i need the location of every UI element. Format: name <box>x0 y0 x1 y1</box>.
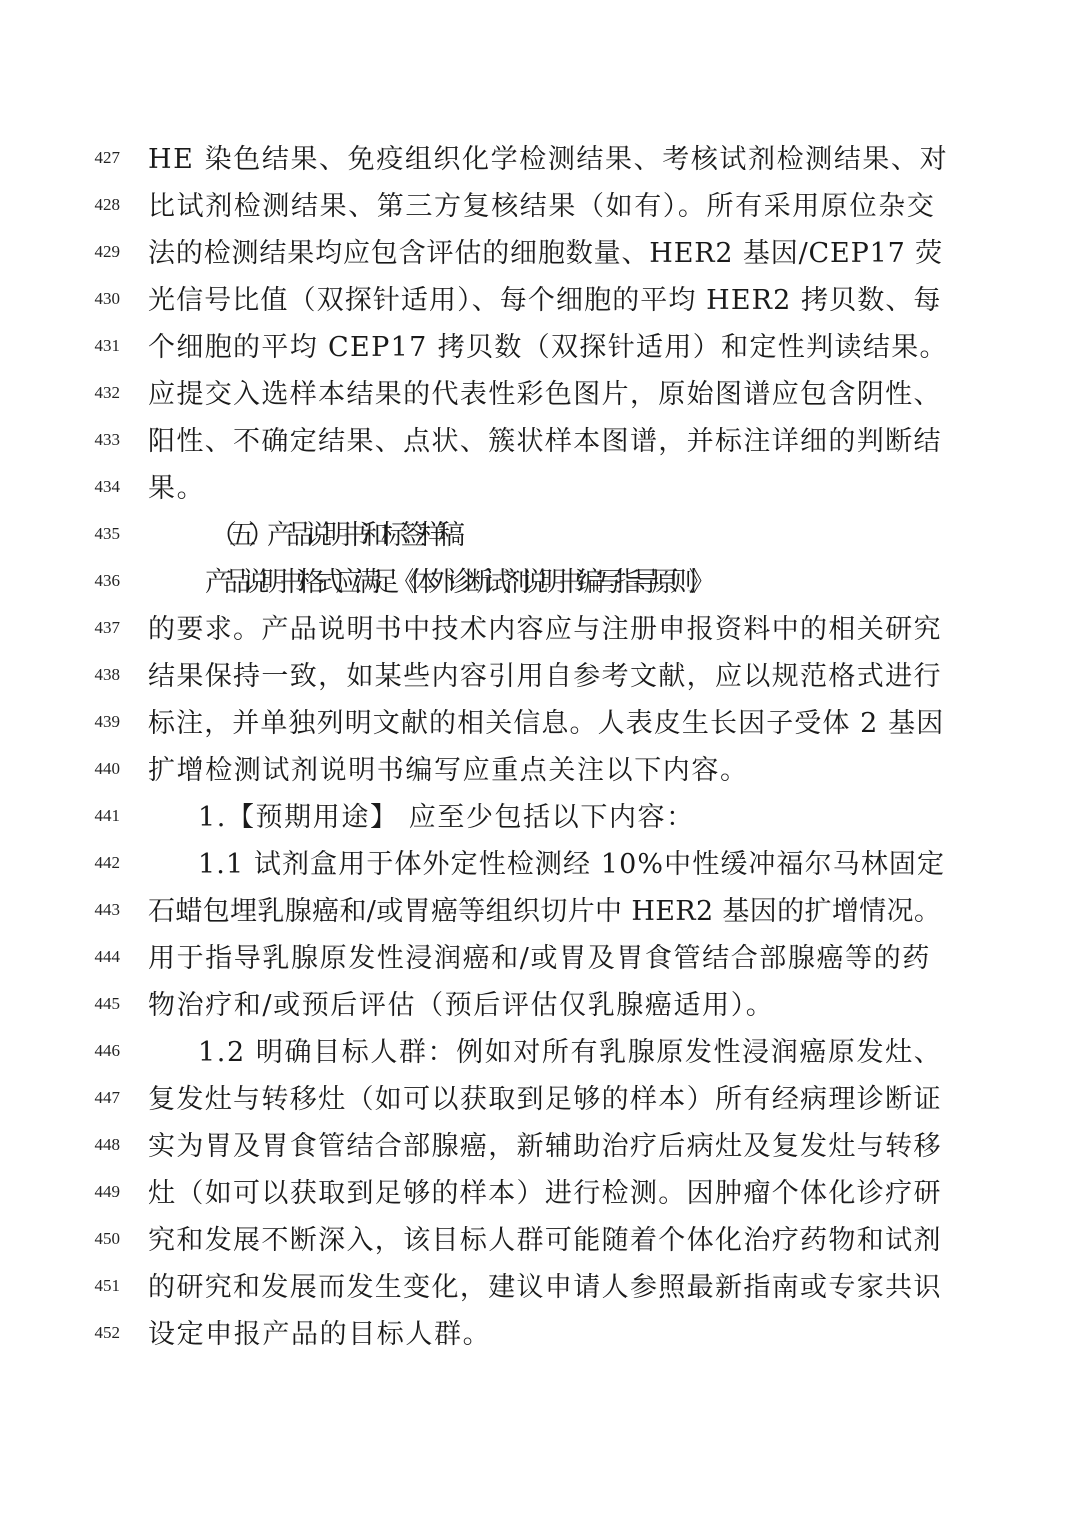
line-text: 扩增检测试剂说明书编写应重点关注以下内容。 <box>148 755 749 786</box>
document-line <box>0 700 1080 747</box>
line-text: 究和发展不断深入，该目标人群可能随着个体化治疗药物和试剂 <box>148 1225 942 1256</box>
line-number: 450 <box>94 1229 120 1248</box>
line-number: 430 <box>94 289 120 308</box>
document-line <box>0 653 1080 700</box>
line-number: 445 <box>94 994 120 1013</box>
list-item-heading: 1.【预期用途】 应至少包括以下内容： <box>198 802 695 833</box>
line-text: 结果保持一致，如某些内容引用自参考文献，应以规范格式进行 <box>148 661 942 692</box>
line-number: 435 <box>94 524 120 543</box>
line-number: 432 <box>94 383 120 402</box>
document-line <box>0 1029 1080 1076</box>
line-number: 449 <box>94 1182 120 1201</box>
line-number: 429 <box>94 242 120 261</box>
document-line <box>0 888 1080 935</box>
line-number: 451 <box>94 1276 120 1295</box>
line-text: 产品说明书格式应满足《体外诊断试剂说明书编写指导原则》 <box>205 567 708 598</box>
line-text: 灶（如可以获取到足够的样本）进行检测。因肿瘤个体化诊疗研 <box>148 1178 942 1209</box>
line-text: 光信号比值（双探针适用）、每个细胞的平均 HER2 拷贝数、每 <box>148 285 942 316</box>
document-line <box>0 559 1080 606</box>
line-text: 的要求。产品说明书中技术内容应与注册申报资料中的相关研究 <box>148 614 942 645</box>
document-line <box>0 1311 1080 1358</box>
line-number: 434 <box>94 477 120 496</box>
line-number: 448 <box>94 1135 120 1154</box>
line-text: 比试剂检测结果、第三方复核结果（如有）。所有采用原位杂交 <box>148 191 936 222</box>
section-heading: （五）产品说明书和标签样稿 <box>210 520 457 551</box>
line-number: 438 <box>94 665 120 684</box>
line-text: HE 染色结果、免疫组织化学检测结果、考核试剂检测结果、对 <box>148 144 949 175</box>
line-text: 的研究和发展而发生变化，建议申请人参照最新指南或专家共识 <box>148 1272 942 1303</box>
line-number: 440 <box>94 759 120 778</box>
document-line <box>0 324 1080 371</box>
line-text: 阳性、不确定结果、点状、簇状样本图谱，并标注详细的判断结 <box>148 426 942 457</box>
document-line <box>0 465 1080 512</box>
line-number: 433 <box>94 430 120 449</box>
document-line <box>0 747 1080 794</box>
document-line <box>0 230 1080 277</box>
document-line <box>0 1264 1080 1311</box>
line-number: 439 <box>94 712 120 731</box>
line-text: 1.1 试剂盒用于体外定性检测经 10%中性缓冲福尔马林固定 <box>198 849 946 880</box>
line-text: 设定申报产品的目标人群。 <box>148 1319 492 1350</box>
document-line <box>0 935 1080 982</box>
document-line <box>0 136 1080 183</box>
document-line <box>0 512 1080 559</box>
line-text: 石蜡包埋乳腺癌和/或胃癌等组织切片中 HER2 基因的扩增情况。 <box>148 896 942 927</box>
line-number: 447 <box>94 1088 120 1107</box>
line-number: 446 <box>94 1041 120 1060</box>
line-number: 442 <box>94 853 120 872</box>
line-number: 443 <box>94 900 120 919</box>
line-number: 427 <box>94 148 120 167</box>
line-text: 个细胞的平均 CEP17 拷贝数（双探针适用）和定性判读结果。 <box>148 332 948 363</box>
document-line <box>0 794 1080 841</box>
document-line <box>0 841 1080 888</box>
line-text: 应提交入选样本结果的代表性彩色图片，原始图谱应包含阴性、 <box>148 379 942 410</box>
line-number: 431 <box>94 336 120 355</box>
document-line <box>0 371 1080 418</box>
document-line <box>0 183 1080 230</box>
document-line <box>0 418 1080 465</box>
line-number: 436 <box>94 571 120 590</box>
document-line <box>0 1123 1080 1170</box>
line-number: 452 <box>94 1323 120 1342</box>
line-text: 实为胃及胃食管结合部腺癌，新辅助治疗后病灶及复发灶与转移 <box>148 1131 942 1162</box>
document-line <box>0 606 1080 653</box>
line-text: 复发灶与转移灶（如可以获取到足够的样本）所有经病理诊断证 <box>148 1084 942 1115</box>
document-line <box>0 1217 1080 1264</box>
line-text: 1.2 明确目标人群：例如对所有乳腺原发性浸润癌原发灶、 <box>198 1037 943 1068</box>
line-number: 428 <box>94 195 120 214</box>
line-text: 标注，并单独列明文献的相关信息。人表皮生长因子受体 2 基因 <box>148 708 945 739</box>
document-line <box>0 982 1080 1029</box>
line-number: 441 <box>94 806 120 825</box>
line-text: 法的检测结果均应包含评估的细胞数量、HER2 基因/CEP17 荧 <box>148 238 943 269</box>
line-text: 果。 <box>148 473 206 504</box>
line-text: 物治疗和/或预后评估（预后评估仅乳腺癌适用）。 <box>148 990 775 1021</box>
line-number: 444 <box>94 947 120 966</box>
document-line <box>0 1076 1080 1123</box>
line-text: 用于指导乳腺原发性浸润癌和/或胃及胃食管结合部腺癌等的药 <box>148 943 931 974</box>
document-line <box>0 277 1080 324</box>
document-line <box>0 1170 1080 1217</box>
line-number: 437 <box>94 618 120 637</box>
